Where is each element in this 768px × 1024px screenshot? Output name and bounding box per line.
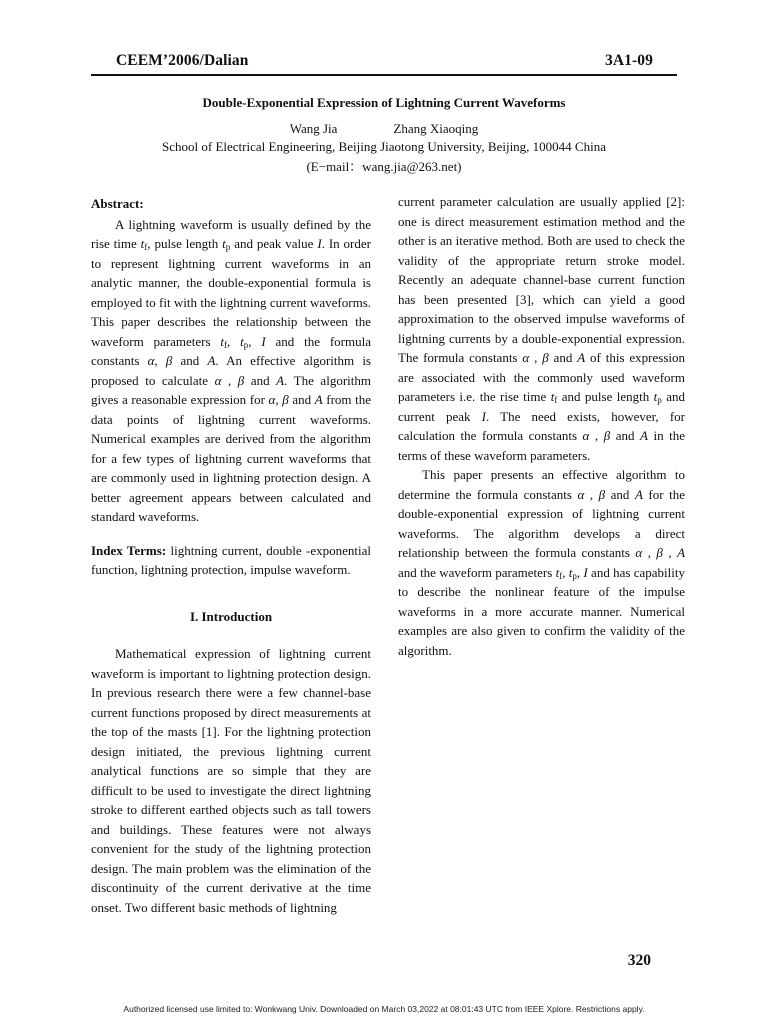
left-column [91,194,371,917]
abstract-heading: Abstract: [91,196,144,211]
section-title: I. Introduction [189,608,273,624]
author-name: Wang Jia [289,121,338,136]
intro-paragraph-1-part-2: current parameter calculation are usually applied [2]: one is direct measurement estimation method and the other is an iterative method. Both are used to check the validity of the appropriate return stroke model. Recently an adequate channel-base current function has been presented [3], which can yield a good approximation to the observed impulse waveforms of lightning currents by a double-exponential expression. The formula constants α , β and A of this expression are associated with the commonly used waveform parameters i.e. the rise time $t_f$ and pulse length $t_p$ and current peak I. The need exists, however, for calculation the formula constants α , β and A in the terms of these waveform parameters. [398,194,686,463]
author-name: Zhang Xiaoqing [393,121,479,136]
affiliation: School of Electrical Engineering, Beijing Jiaotong University, Beijing, 100044 China [162,139,606,154]
paper-title: Double-Exponential Expression of Lightning Current Waveforms [202,95,566,110]
page-number: 320 [627,952,651,969]
intro-paragraph-1-part-1: Mathematical expression of lightning current waveform is important to lightning protection design. In previous research there were a few channel-base current functions proposed by direct measurements at the top of the masts [1]. For the lightning protection design initiated, the previous lightning current analytical functions are so simple that they are difficult to be used to investigate the direct lightning stroke to different earthed objects such as tall towers and buildings. These features were not always convenient for the study of the lightning protection design. The main problem was the elimination of the discontinuity of the current derivative at the time onset. Two different basic methods of lightning [91,646,371,915]
index-terms-label: Index Terms: [91,542,167,558]
email: (E−mail：wang.jia@263.net) [306,159,462,174]
right-column [398,192,685,660]
intro-paragraph-2: This paper presents an effective algorithm to determine the formula constants α , β and A for the double-exponential expression of lightning current waveforms. The algorithm develops a direct relationship between the formula constants α , β , A and the waveform parameters $t_f$, $t_p$, I and has capability to describe the nonlinear feature of the impulse waveforms in a more accurate manner. Numerical examples are also given to confirm the validity of the algorithm. [398,467,686,658]
author-list [91,121,677,137]
index-terms-text: lightning current, double -exponential function, lightning protection, impulse waveform. [91,542,371,577]
header-rule [91,74,677,76]
header-conference: CEEM’2006/Dalian [116,52,249,69]
index-terms [91,541,371,580]
header-paper-id: 3A1-09 [605,52,653,69]
license-footer: Authorized licensed use limited to: Wonkwang Univ. Downloaded on March 03,2022 at 08:01:43 UTC from IEEE Xplore. Restrictions apply. [123,1004,645,1014]
abstract-text: A lightning waveform is usually defined by the rise time $t_f$, pulse length $t_p$ and peak value I. In order to represent lightning current waveforms in an analytic manner, the double-exponential formula is employed to fit with the lightning current waveforms. This paper describes the relationship between the waveform parameters $t_f$, $t_p$, I and the formula constants α, β and A. An effective algorithm is proposed to calculate α , β and A. The algorithm gives a reasonable expression for α, β and A from the data points of lightning current waveforms. Numerical examples are derived from the algorithm for a few types of lightning current waveforms that are commonly used in lightning protection design. A better agreement appears between calculated and standard waveforms. [91,216,372,524]
